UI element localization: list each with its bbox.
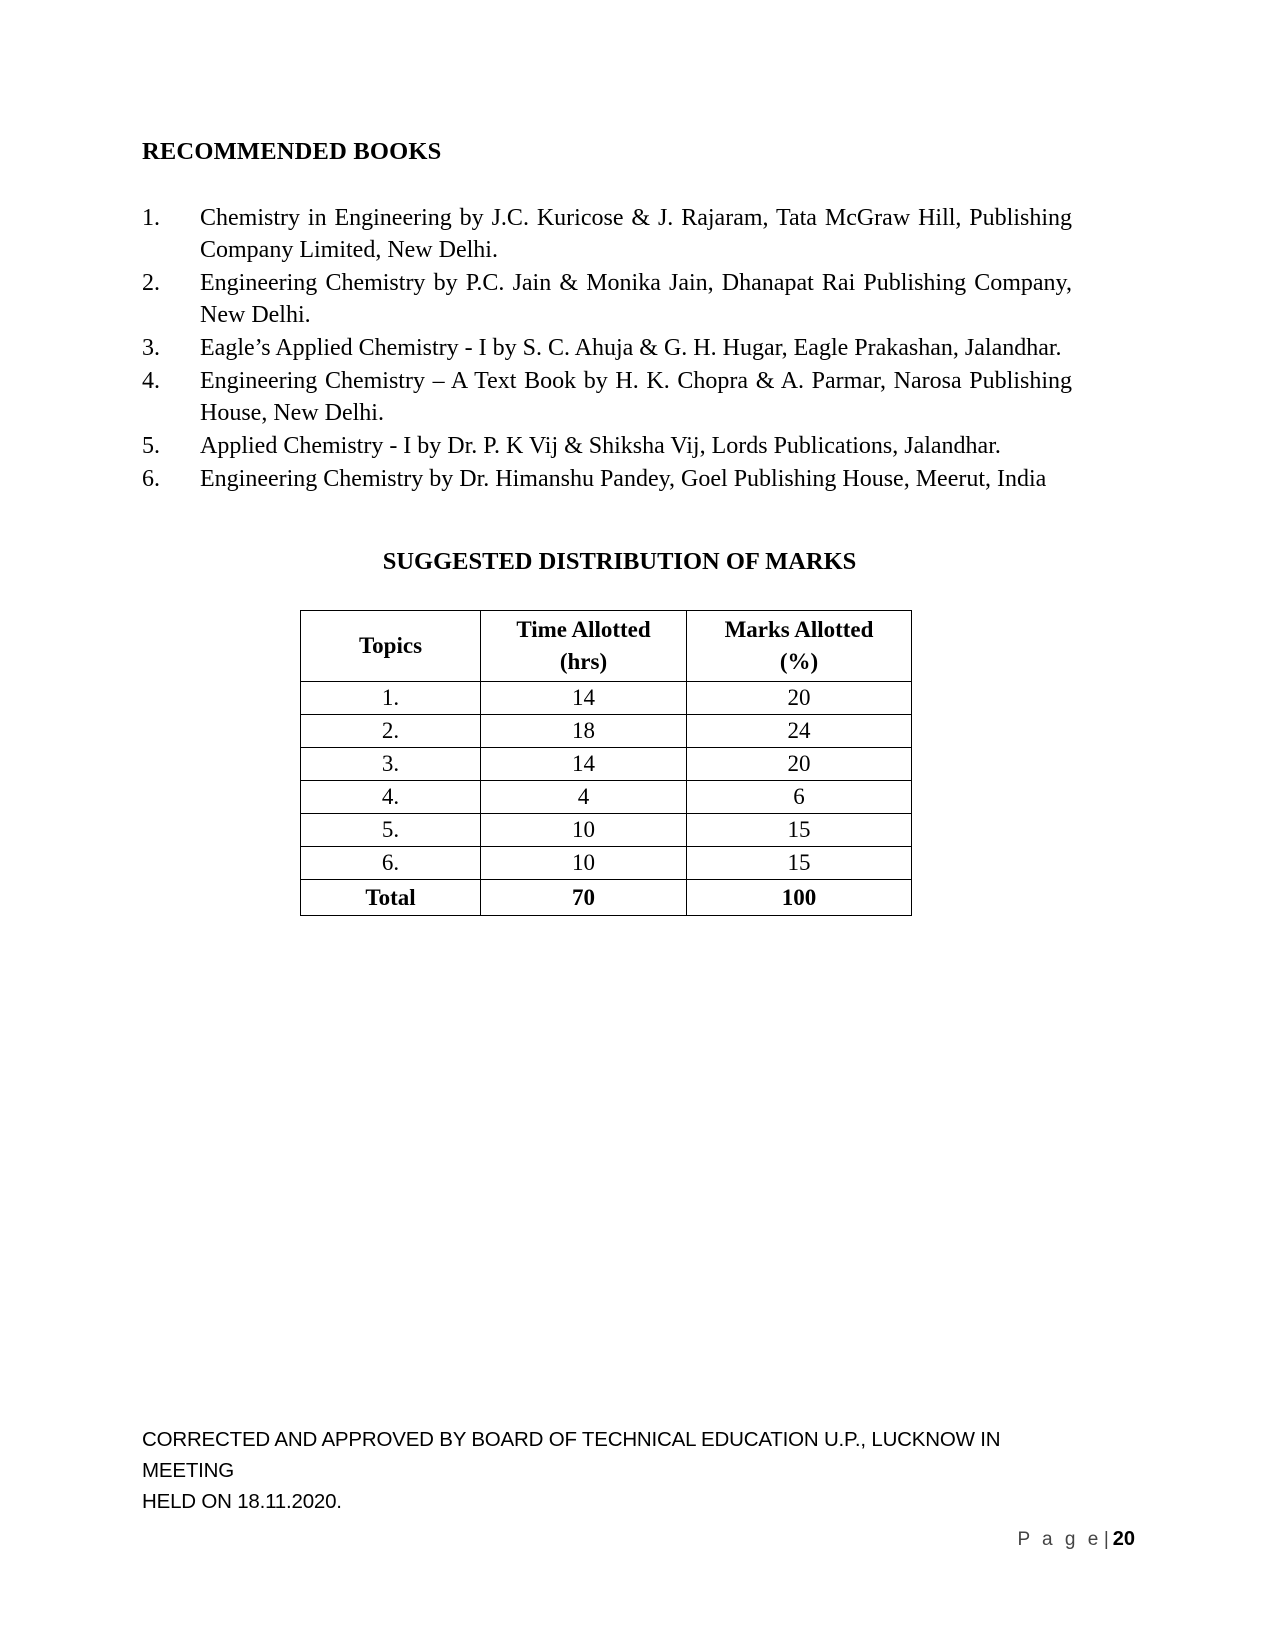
cell-marks: 15	[687, 814, 912, 847]
cell-time: 14	[481, 748, 687, 781]
page-number-value: 20	[1112, 1528, 1135, 1550]
table-row	[301, 814, 912, 847]
cell-topic: 4.	[301, 781, 481, 814]
table-row	[301, 715, 912, 748]
cell-marks: 15	[687, 847, 912, 880]
column-header-time-allotted	[481, 611, 687, 682]
cell-time: 4	[481, 781, 687, 814]
cell-topic: 6.	[301, 847, 481, 880]
marks-table-container	[300, 610, 912, 916]
list-item	[142, 463, 1072, 495]
table-body	[301, 682, 912, 916]
column-header-topics-label: Topics	[358, 633, 423, 658]
table-row	[301, 682, 912, 715]
table-row-total	[301, 880, 912, 916]
cell-topic: 5.	[301, 814, 481, 847]
list-item-text: Engineering Chemistry by Dr. Himanshu Pandey, Goel Publishing House, Meerut, India	[200, 466, 1047, 492]
approval-note	[142, 1424, 1082, 1517]
cell-total-marks: 100	[687, 880, 912, 916]
list-item-text: Chemistry in Engineering by J.C. Kuricose & J. Rajaram, Tata McGraw Hill, Publishing Company Limited, New Delhi.	[200, 205, 1072, 263]
cell-topic: 3.	[301, 748, 481, 781]
table-row	[301, 781, 912, 814]
marks-distribution-table	[300, 610, 912, 916]
table-header-row	[301, 611, 912, 682]
approval-note-line-2: HELD ON 18.11.2020.	[142, 1490, 342, 1513]
cell-marks: 24	[687, 715, 912, 748]
table-title	[0, 548, 1275, 576]
cell-time: 10	[481, 814, 687, 847]
column-header-marks-allotted-unit: (%)	[779, 649, 819, 674]
approval-note-line-1: CORRECTED AND APPROVED BY BOARD OF TECHNICAL EDUCATION U.P., LUCKNOW IN MEETING	[142, 1428, 1001, 1482]
list-item	[142, 332, 1072, 364]
table-header	[301, 611, 912, 682]
column-header-topics	[301, 611, 481, 682]
cell-topic: 1.	[301, 682, 481, 715]
cell-topic: 2.	[301, 715, 481, 748]
column-header-time-allotted-label: Time Allotted	[516, 617, 651, 642]
list-item-text: Engineering Chemistry – A Text Book by H. K. Chopra & A. Parmar, Narosa Publishing House, New Delhi.	[200, 368, 1072, 426]
page-footer-number	[1017, 1528, 1135, 1551]
list-item	[142, 430, 1072, 462]
cell-marks: 20	[687, 748, 912, 781]
list-item-number: 6.	[142, 466, 160, 492]
column-header-marks-allotted-label: Marks Allotted	[724, 617, 874, 642]
list-item-number: 4.	[142, 368, 160, 394]
column-header-time-allotted-unit: (hrs)	[559, 649, 608, 674]
cell-total-time: 70	[481, 880, 687, 916]
cell-marks: 6	[687, 781, 912, 814]
list-item-text: Eagle’s Applied Chemistry - I by S. C. Ahuja & G. H. Hugar, Eagle Prakashan, Jalandhar.	[200, 335, 1062, 361]
cell-marks: 20	[687, 682, 912, 715]
cell-time: 18	[481, 715, 687, 748]
page-title: RECOMMENDED BOOKS	[142, 138, 442, 165]
list-item	[142, 267, 1072, 331]
table-title-text: SUGGESTED DISTRIBUTION OF MARKS	[382, 548, 857, 575]
table-row	[301, 748, 912, 781]
column-header-marks-allotted	[687, 611, 912, 682]
table-row	[301, 847, 912, 880]
cell-total-label: Total	[301, 880, 481, 916]
list-item	[142, 202, 1072, 266]
recommended-books-list	[142, 202, 1072, 496]
list-item-number: 5.	[142, 433, 160, 459]
list-item-number: 3.	[142, 335, 160, 361]
cell-time: 14	[481, 682, 687, 715]
page-separator: |	[1103, 1529, 1109, 1550]
page-label: P a g e	[1017, 1529, 1102, 1550]
list-item-number: 2.	[142, 270, 160, 296]
list-item-text: Engineering Chemistry by P.C. Jain & Monika Jain, Dhanapat Rai Publishing Company, New Delhi.	[200, 270, 1072, 328]
list-item-text: Applied Chemistry - I by Dr. P. K Vij & Shiksha Vij, Lords Publications, Jalandhar.	[200, 433, 1001, 459]
cell-time: 10	[481, 847, 687, 880]
list-item-number: 1.	[142, 205, 160, 231]
list-item	[142, 365, 1072, 429]
